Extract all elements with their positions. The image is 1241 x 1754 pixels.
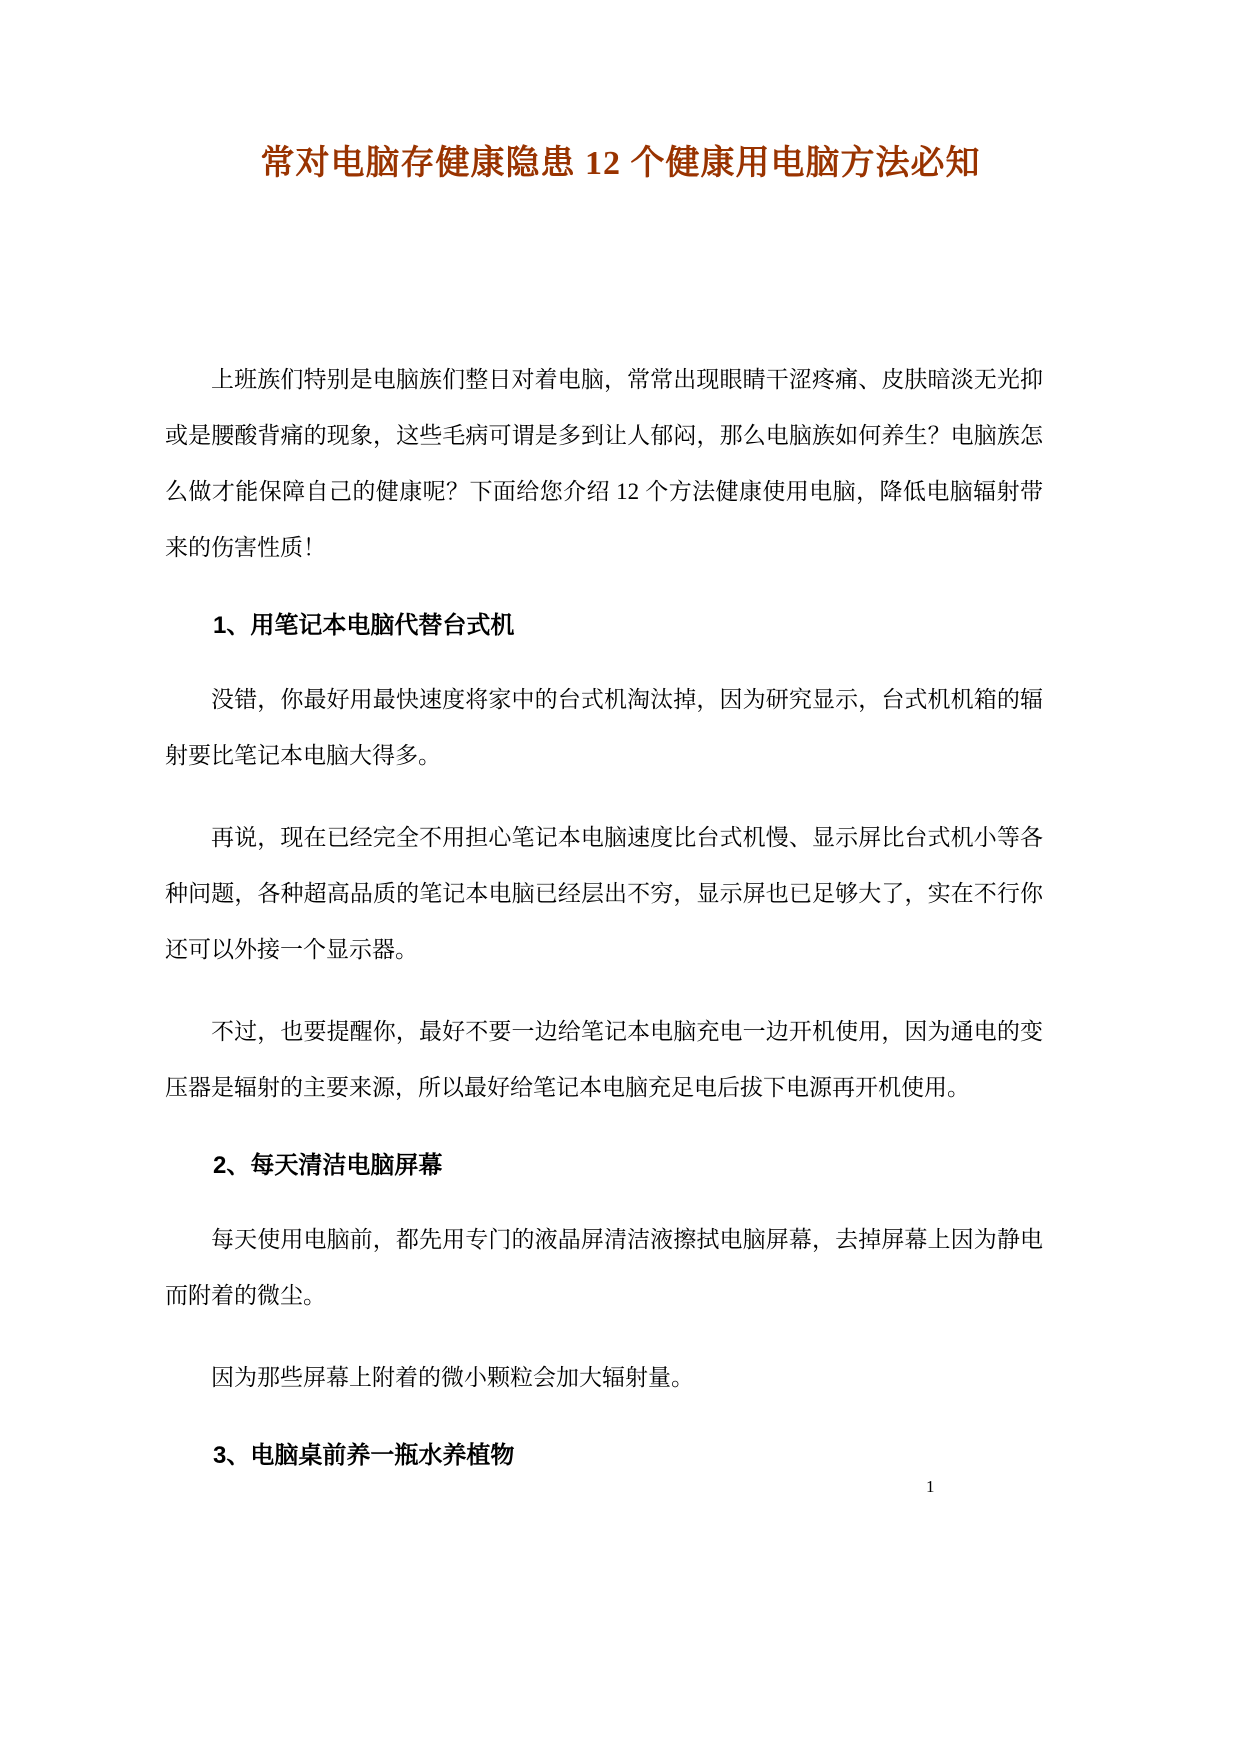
- section-paragraph: 没错，你最好用最快速度将家中的台式机淘汰掉，因为研究显示，台式机机箱的辐射要比笔记本电脑大得多。: [165, 687, 1043, 768]
- document-title: 常对电脑存健康隐患 12 个健康用电脑方法必知: [260, 145, 981, 182]
- section-heading-3: 3、电脑桌前养一瓶水养植物: [213, 1442, 515, 1469]
- section-heading-2: 2、每天清洁电脑屏幕: [213, 1152, 443, 1179]
- document-content: [0, 352, 1241, 1476]
- section-heading-1: 1、用笔记本电脑代替台式机: [213, 612, 515, 639]
- section-paragraph: 每天使用电脑前，都先用专门的液晶屏清洁液擦拭电脑屏幕，去掉屏幕上因为静电而附着的微尘。: [165, 1227, 1043, 1308]
- section-paragraph: 再说，现在已经完全不用担心笔记本电脑速度比台式机慢、显示屏比台式机小等各种问题，各种超高品质的笔记本电脑已经层出不穷，显示屏也已足够大了，实在不行你还可以外接一个显示器。: [165, 825, 1043, 962]
- intro-paragraph: 上班族们特别是电脑族们整日对着电脑，常常出现眼睛干涩疼痛、皮肤暗淡无光抑或是腰酸背痛的现象，这些毛病可谓是多到让人郁闷，那么电脑族如何养生？电脑族怎么做才能保障自己的健康呢？下面给您介绍 12 个方法健康使用电脑，降低电脑辐射带来的伤害性质！: [165, 367, 1043, 560]
- section-paragraph: 因为那些屏幕上附着的微小颗粒会加大辐射量。: [211, 1365, 694, 1390]
- sections-container: [165, 606, 1043, 1476]
- section-paragraph: 不过，也要提醒你，最好不要一边给笔记本电脑充电一边开机使用，因为通电的变压器是辐射的主要来源，所以最好给笔记本电脑充足电后拔下电源再开机使用。: [165, 1019, 1043, 1100]
- page-number: 1: [926, 1477, 935, 1496]
